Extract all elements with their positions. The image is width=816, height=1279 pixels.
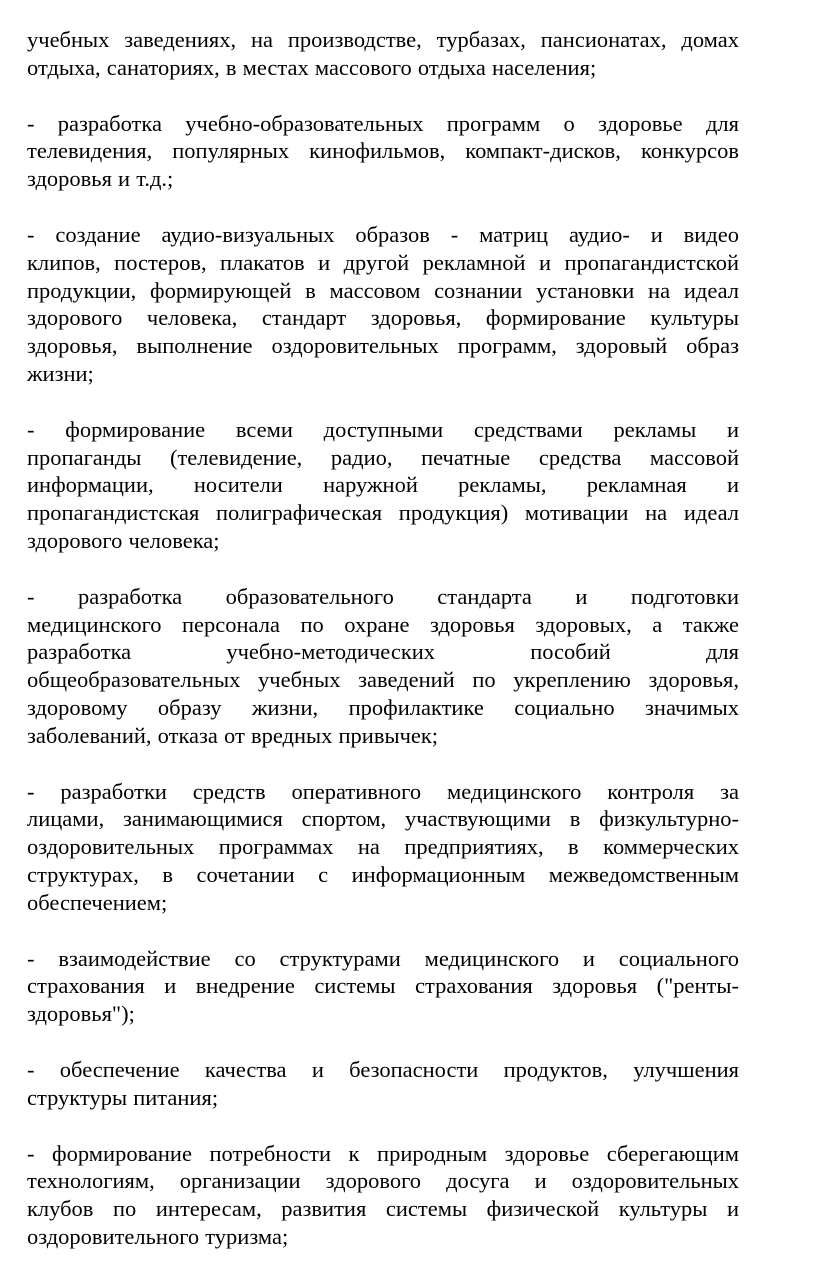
text-line: - создание аудио-визуальных образов - матриц аудио- и видео <box>27 221 739 247</box>
text-line: - разработка учебно-образовательных программ о здоровье для <box>27 110 739 136</box>
text-line: пропаганды (телевидение, радио, печатные средства массовой <box>27 444 739 470</box>
text-line: страхования и внедрение системы страхования здоровья ("ренты- <box>27 973 739 999</box>
text-line: информации, носители наружной рекламы, рекламная и <box>27 472 739 498</box>
text-line: разработка учебно-методических пособий для <box>27 639 739 665</box>
text-line: здоровья и т.д.; <box>27 166 174 192</box>
text-line: клубов по интересам, развития системы физической культуры и <box>27 1196 739 1222</box>
text-line: структурах, в сочетании с информационным межведомственным <box>27 861 739 887</box>
text-line: жизни; <box>27 360 94 386</box>
text-line: здорового человека; <box>27 527 220 553</box>
text-line: учебных заведениях, на производстве, турбазах, пансионатах, домах <box>27 27 739 52</box>
text-line: оздоровительного туризма; <box>27 1223 289 1249</box>
paragraph-medical-control <box>27 778 739 917</box>
text-line: общеобразовательных учебных заведений по укреплению здоровья, <box>27 667 739 693</box>
text-line: пропагандистская полиграфическая продукция) мотивации на идеал <box>27 500 739 526</box>
text-line: - разработка образовательного стандарта и подготовки <box>27 583 739 609</box>
text-line: медицинского персонала по охране здоровья здоровых, а также <box>27 611 739 637</box>
text-line: структуры питания; <box>27 1084 219 1110</box>
text-line: здоровья"); <box>27 1001 135 1027</box>
text-line: лицами, занимающимися спортом, участвующими в физкультурно- <box>27 806 739 832</box>
paragraph-education-standard <box>27 583 739 750</box>
paragraph-audio-visual-images <box>27 221 739 388</box>
text-line: здоровому образу жизни, профилактике социально значимых <box>27 694 739 720</box>
paragraph-food-safety <box>27 1056 739 1112</box>
text-line: - формирование потребности к природным здоровье сберегающим <box>27 1140 739 1166</box>
text-line: - обеспечение качества и безопасности продуктов, улучшения <box>27 1056 739 1082</box>
paragraph-advertising-motivation <box>27 416 739 555</box>
text-line: заболеваний, отказа от вредных привычек; <box>27 722 439 748</box>
document-page <box>27 26 739 1279</box>
text-line: оздоровительных программах на предприятиях, в коммерческих <box>27 834 739 860</box>
text-line: - формирование всеми доступными средствами рекламы и <box>27 416 739 442</box>
text-line: отдыха, санаториях, в местах массового отдыха населения; <box>27 54 597 80</box>
text-line: технологиям, организации здорового досуга и оздоровительных <box>27 1168 739 1194</box>
paragraph-venues-continuation <box>27 26 739 82</box>
text-line: обеспечением; <box>27 889 168 915</box>
text-line: - разработки средств оперативного медицинского контроля за <box>27 778 739 804</box>
text-line: телевидения, популярных кинофильмов, компакт-дисков, конкурсов <box>27 138 739 164</box>
text-line: здоровья, выполнение оздоровительных программ, здоровый образ <box>27 333 739 359</box>
text-line: - взаимодействие со структурами медицинского и социального <box>27 945 739 971</box>
paragraph-insurance-interaction <box>27 945 739 1028</box>
text-line: клипов, постеров, плакатов и другой рекламной и пропагандистской <box>27 249 739 275</box>
paragraph-educational-programs <box>27 110 739 193</box>
text-line: продукции, формирующей в массовом сознании установки на идеал <box>27 277 739 303</box>
paragraph-health-technologies <box>27 1140 739 1251</box>
text-line: здорового человека, стандарт здоровья, формирование культуры <box>27 305 739 331</box>
